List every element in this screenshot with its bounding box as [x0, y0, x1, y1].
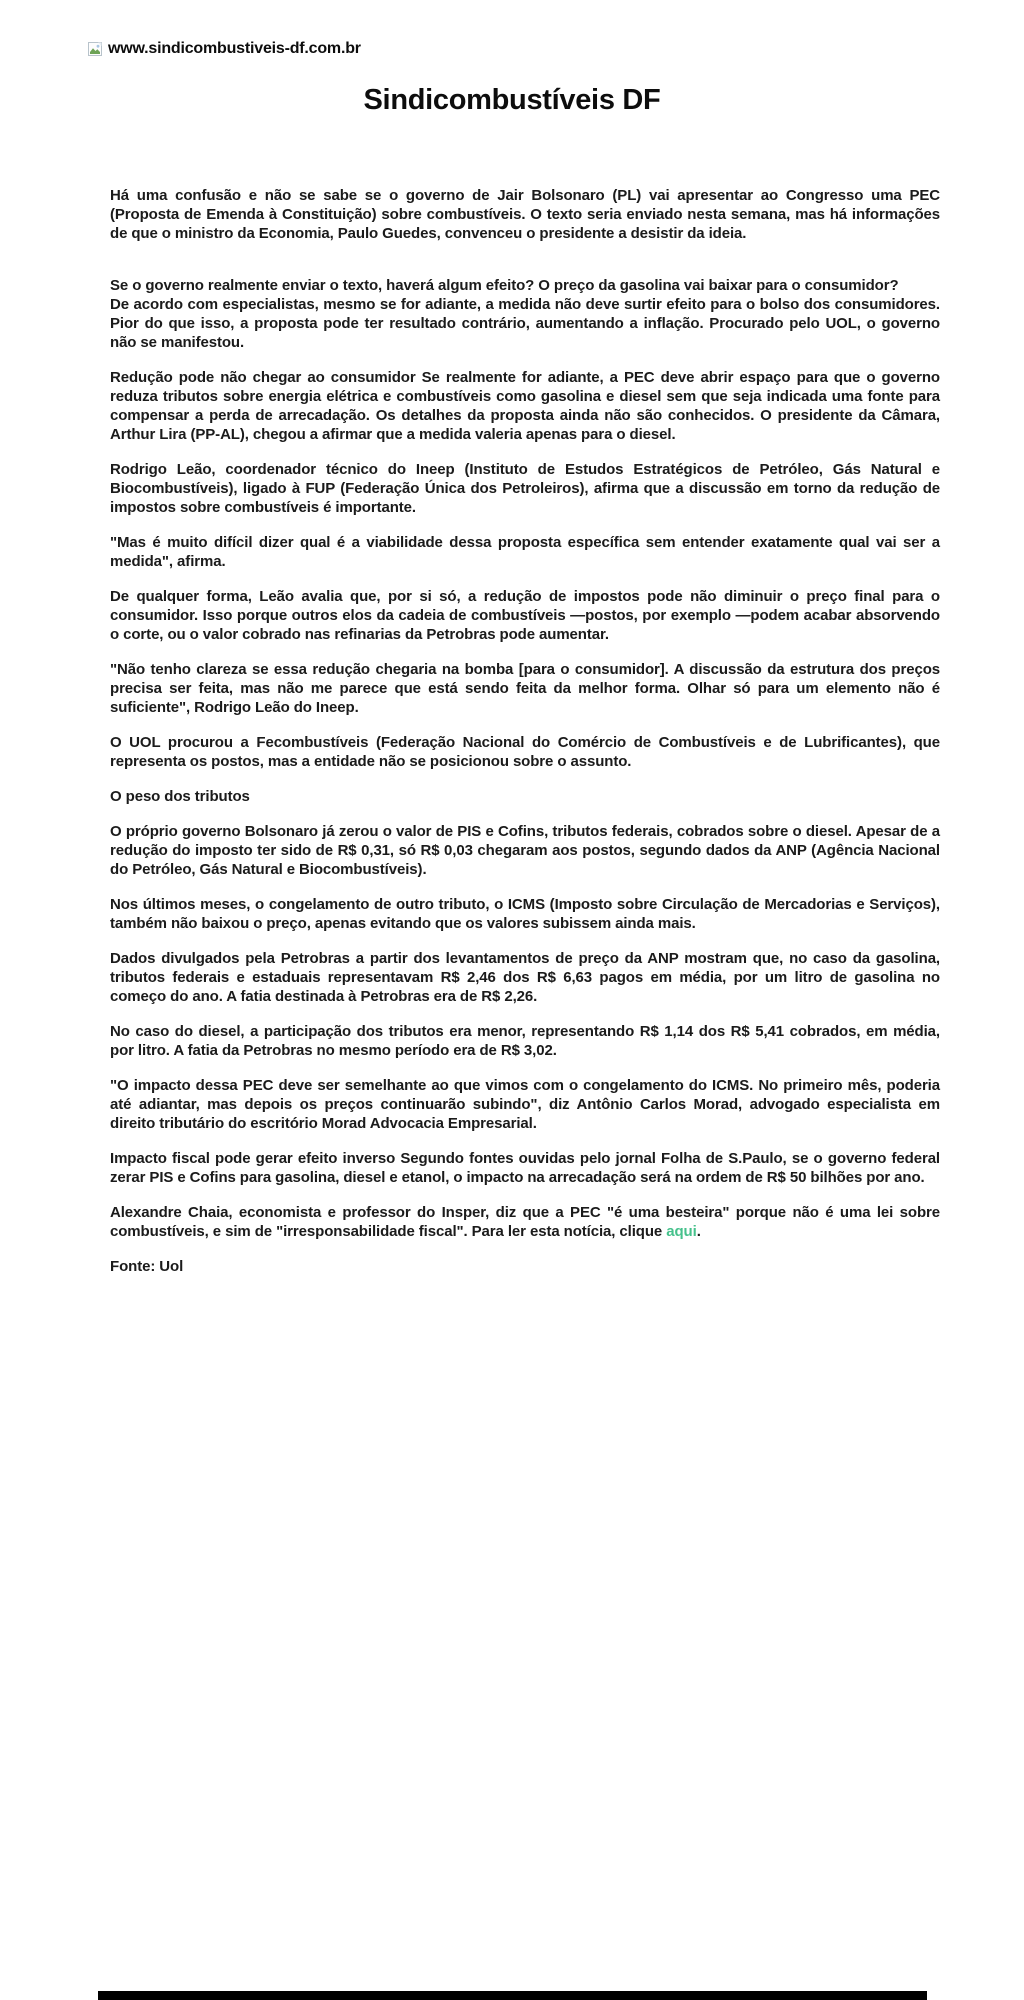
article-paragraph: No caso do diesel, a participação dos tributos era menor, representando R$ 1,14 dos R$ 5,41 cobrados, em média, por litro. A fatia da Petrobras no mesmo período era de R$ 3,02.: [110, 1023, 940, 1059]
article-paragraph: Redução pode não chegar ao consumidor Se realmente for adiante, a PEC deve abrir espaço para que o governo reduza tributos sobre energia elétrica e combustíveis como gasolina e diesel sem que seja indicada uma fonte para compensar a perda de arrecadação. Os detalhes da proposta ainda não são conhecidos. O presidente da Câmara, Arthur Lira (PP-AL), chegou a afirmar que a medida valeria apenas para o diesel.: [110, 369, 940, 443]
article-paragraph: O UOL procurou a Fecombustíveis (Federação Nacional do Comércio de Combustíveis e de Lubrificantes), que representa os postos, mas a entidade não se posicionou sobre o assunto.: [110, 734, 940, 770]
article-paragraph: Dados divulgados pela Petrobras a partir dos levantamentos de preço da ANP mostram que, no caso da gasolina, tributos federais e estaduais representavam R$ 2,46 dos R$ 6,63 pagos em média, por um litro de gasolina no começo do ano. A fatia destinada à Petrobras era de R$ 2,26.: [110, 950, 940, 1005]
article-paragraph: Se o governo realmente enviar o texto, haverá algum efeito? O preço da gasolina vai baixar para o consumidor? De acordo com especialistas, mesmo se for adiante, a medida não deve surtir efeito para o bolso dos consumidores. Pior do que isso, a proposta pode ter resultado contrário, aumentando a inflação. Procurado pelo UOL, o governo não se manifestou.: [110, 277, 940, 351]
article-paragraph: Nos últimos meses, o congelamento de outro tributo, o ICMS (Imposto sobre Circulação de Mercadorias e Serviços), também não baixou o preço, apenas evitando que os valores subissem ainda mais.: [110, 896, 940, 932]
article-paragraph: Há uma confusão e não se sabe se o governo de Jair Bolsonaro (PL) vai apresentar ao Congresso uma PEC (Proposta de Emenda à Constituição) sobre combustíveis. O texto seria enviado nesta semana, mas há informações de que o ministro da Economia, Paulo Guedes, convenceu o presidente a desistir da ideia.: [110, 187, 940, 242]
article-paragraph: Alexandre Chaia, economista e professor do Insper, diz que a PEC "é uma besteira" porque não é uma lei sobre combustíveis, e sim de "irresponsabilidade fiscal". Para ler esta notícia, clique aqui.: [110, 1204, 940, 1240]
article-paragraph: Impacto fiscal pode gerar efeito inverso Segundo fontes ouvidas pelo jornal Folha de S.Paulo, se o governo federal zerar PIS e Cofins para gasolina, diesel e etanol, o impacto na arrecadação será na ordem de R$ 50 bilhões por ano.: [110, 1150, 940, 1186]
site-url: www.sindicombustiveis-df.com.br: [108, 40, 361, 57]
site-header: [88, 40, 361, 58]
footer-bar: [98, 1991, 927, 2000]
aqui-link[interactable]: aqui: [666, 1223, 697, 1240]
article-paragraph: O próprio governo Bolsonaro já zerou o valor de PIS e Cofins, tributos federais, cobrados sobre o diesel. Apesar de a redução do imposto ter sido de R$ 0,31, só R$ 0,03 chegaram aos postos, segundo dados da ANP (Agência Nacional do Petróleo, Gás Natural e Biocombustíveis).: [110, 823, 940, 878]
article-paragraph: Rodrigo Leão, coordenador técnico do Ineep (Instituto de Estudos Estratégicos de Petróleo, Gás Natural e Biocombustíveis), ligado à FUP (Federação Única dos Petroleiros), afirma que a discussão em torno da redução de impostos sobre combustíveis é importante.: [110, 461, 940, 516]
broken-image-icon: [88, 42, 103, 57]
article-paragraph: "O impacto dessa PEC deve ser semelhante ao que vimos com o congelamento do ICMS. No primeiro mês, poderia até adiantar, mas depois os preços continuarão subindo", diz Antônio Carlos Morad, advogado especialista em direito tributário do escritório Morad Advocacia Empresarial.: [110, 1077, 940, 1132]
page-title: Sindicombustíveis DF: [363, 84, 661, 116]
article-body: [110, 186, 940, 1292]
section-subheading: O peso dos tributos: [110, 788, 250, 805]
source-line: Fonte: Uol: [110, 1258, 184, 1275]
article-paragraph: "Mas é muito difícil dizer qual é a viabilidade dessa proposta específica sem entender exatamente qual vai ser a medida", afirma.: [110, 534, 940, 570]
article-paragraph: De qualquer forma, Leão avalia que, por si só, a redução de impostos pode não diminuir o preço final para o consumidor. Isso porque outros elos da cadeia de combustíveis —postos, por exemplo —podem acabar absorvendo o corte, ou o valor cobrado nas refinarias da Petrobras pode aumentar.: [110, 588, 940, 643]
article-paragraph: "Não tenho clareza se essa redução chegaria na bomba [para o consumidor]. A discussão da estrutura dos preços precisa ser feita, mas não me parece que está sendo feita da melhor forma. Olhar só para um elemento não é suficiente", Rodrigo Leão do Ineep.: [110, 661, 940, 716]
